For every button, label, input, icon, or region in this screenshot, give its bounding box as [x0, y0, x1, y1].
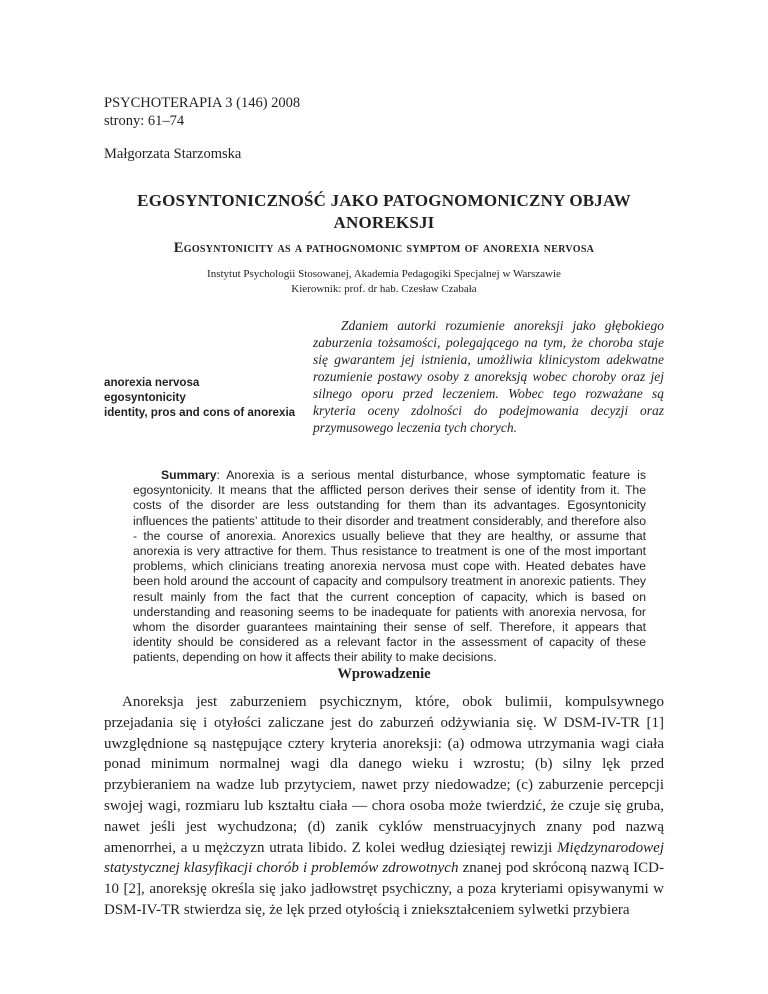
title-line-1: EGOSYNTONICZNOŚĆ JAKO PATOGNOMONICZNY OBJAW [137, 191, 631, 210]
keyword-item: egosyntonicity [104, 391, 186, 404]
summary-text: : Anorexia is a serious mental disturbance, whose symptomatic feature is egosyntonicity. It means that the afflicted person derives their sense of identity from it. The costs of the disorder are less outstanding for them than its advantages. Egosyntonicity influences the patients’ attitude to their disorder and treatment considerably, and therefore also - the course of anorexia. Anorexics usually believe that they are healthy, or assume that anorexia is very attractive for them. Thus resistance to treatment is one of the most important problems, which clinicians treating anorexia nervosa must cope with. Heated debates have been hold around the account of capacity and compulsory treatment in anorexic patients. They result mainly from the fact that the current conception of capacity, which is based on understanding and reasoning seems to be inadequate for patients with anorexia nervosa, for whom the disorder guarantees maintaining their sense of self. Therefore, it appears that identity should be considered as a relevant factor in the assessment of capacity of these patients, depending on how it affects their ability to make decisions. [133, 468, 646, 665]
keyword-item: identity, pros and cons of anorexia [104, 406, 296, 419]
summary-label: Summary [161, 468, 217, 482]
journal-issue: PSYCHOTERAPIA 3 (146) 2008 [104, 95, 301, 111]
body-text-italic-title: Międzynarodowej statystycznej klasyfikacji chorób i problemów zdrowotnych [104, 839, 664, 877]
journal-header [104, 94, 300, 130]
article-title [104, 190, 664, 234]
summary-abstract [133, 468, 646, 666]
body-text-start: Anoreksja jest zaburzeniem psychicznym, które, obok bulimii, kompulsywnego przejadania się i otyłości zaliczane jest do zaburzeń odżywiania się. W DSM-IV-TR [1] uwzględnione są następujące cztery kryteria anoreksji: (a) odmowa utrzymania wagi ciała ponad minimum normalnej wagi dla danego wieku i wzrostu; (b) silny lęk przed przybieraniem na wadze lub przytyciem, nawet przy niedowadze; (c) zaburzenie percepcji swojej wagi, rozmiaru lub kształtu ciała — chora osoba może twierdzić, że czuje się gruba, nawet jeśli jest wychudzona; (d) zanik cyklów menstruacyjnych znany pod nazwą amenorrhei, a u mężczyzn utrata libido. Z kolei według dziesiątej rewizji [104, 694, 664, 856]
english-title: Egosyntonicity as a pathognomonic symptom of anorexia nervosa [173, 240, 595, 256]
affiliation [104, 267, 664, 297]
body-text-end: znanej pod skróconą nazwą ICD-10 [2], anoreksję określa się jako jadłowstręt psychiczny, a poza kryteriami opisywanymi w DSM-IV-TR stwierdza się, że lęk przed otyłością i zniekształceniem sylwetki przybiera [104, 860, 664, 918]
journal-pages: strony: 61–74 [104, 113, 185, 129]
title-line-2: ANOREKSJI [333, 213, 435, 232]
body-paragraph [104, 692, 664, 921]
section-heading: Wprowadzenie [337, 666, 431, 682]
author-name: Małgorzata Starzomska [104, 146, 242, 162]
affiliation-head: Kierownik: prof. dr hab. Czesław Czabała [291, 283, 477, 295]
affiliation-institute: Instytut Psychologii Stosowanej, Akademia Pedagogiki Specjalnej w Warszawie [207, 268, 561, 280]
keywords [104, 375, 295, 420]
keyword-item: anorexia nervosa [104, 376, 200, 389]
polish-abstract: Zdaniem autorki rozumienie anoreksji jako głębokiego zaburzenia tożsamości, polegającego na tym, że choroba staje się gwarantem jej istnienia, umożliwia klinicystom adekwatne rozumienie postawy osoby z anoreksją wobec choroby oraz jej silnego oporu przed leczeniem. Wobec tego rozważane są kryteria oceny zdolności do podejmowania decyzji oraz przymusowego leczenia tych chorych. [313, 318, 664, 435]
